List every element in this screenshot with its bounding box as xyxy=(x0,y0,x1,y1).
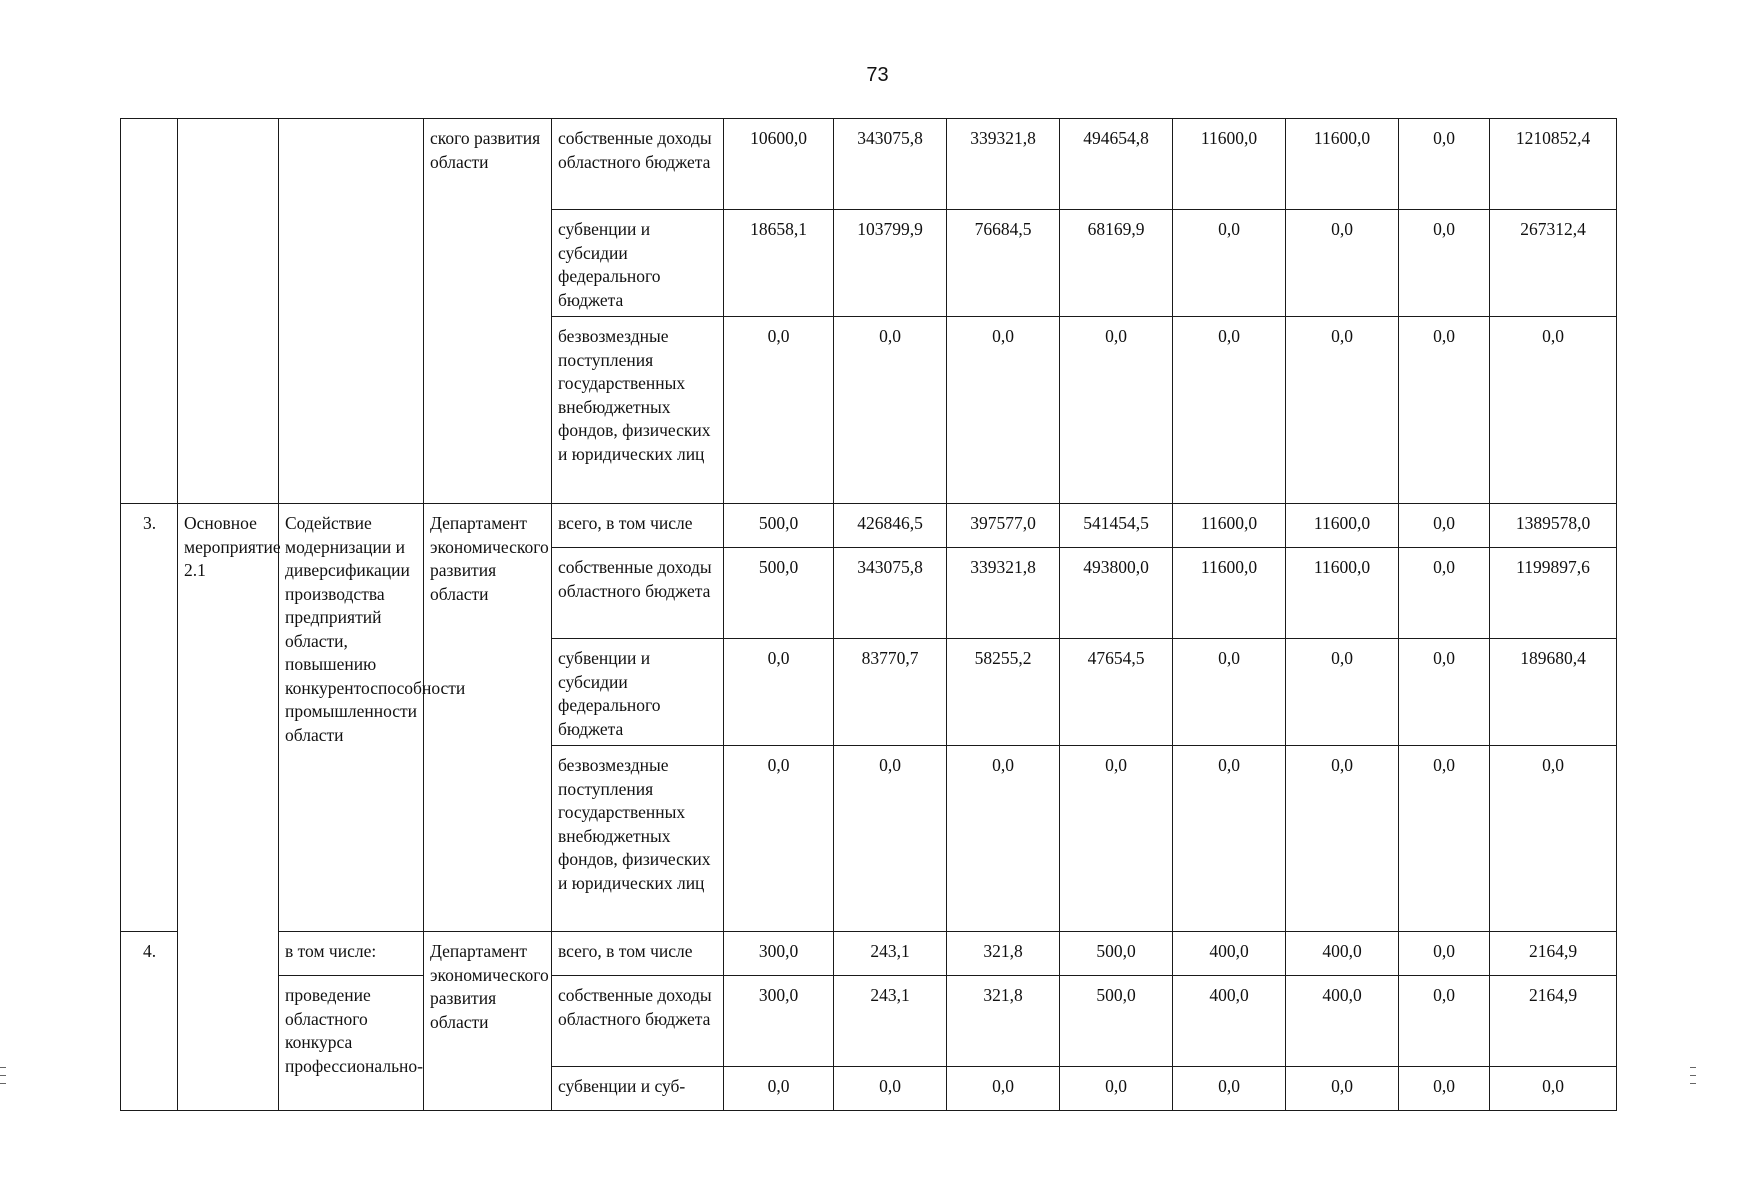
executor-cell: Департамент экономического развития области xyxy=(424,504,552,932)
value-cell: 541454,5 xyxy=(1060,504,1173,548)
source-cell: собственные доходы областного бюджета xyxy=(552,119,724,210)
value-cell: 500,0 xyxy=(1060,932,1173,976)
value-cell: 0,0 xyxy=(1060,1067,1173,1111)
value-cell: 0,0 xyxy=(1173,1067,1286,1111)
value-cell: 500,0 xyxy=(724,548,834,639)
value-cell: 58255,2 xyxy=(947,639,1060,746)
index-cell: 4. xyxy=(121,932,178,1111)
value-cell: 47654,5 xyxy=(1060,639,1173,746)
type-cell xyxy=(178,119,279,504)
value-cell: 400,0 xyxy=(1286,976,1399,1067)
value-cell: 10600,0 xyxy=(724,119,834,210)
value-cell: 267312,4 xyxy=(1490,210,1617,317)
value-cell: 0,0 xyxy=(724,746,834,932)
value-cell: 243,1 xyxy=(834,976,947,1067)
value-cell: 397577,0 xyxy=(947,504,1060,548)
value-cell: 18658,1 xyxy=(724,210,834,317)
value-cell: 343075,8 xyxy=(834,548,947,639)
value-cell: 0,0 xyxy=(1060,746,1173,932)
value-cell: 500,0 xyxy=(1060,976,1173,1067)
value-cell: 500,0 xyxy=(724,504,834,548)
value-cell: 83770,7 xyxy=(834,639,947,746)
value-cell: 0,0 xyxy=(1286,317,1399,504)
source-cell: всего, в том числе xyxy=(552,932,724,976)
source-cell: собственные доходы областного бюджета xyxy=(552,976,724,1067)
value-cell: 0,0 xyxy=(947,746,1060,932)
value-cell: 426846,5 xyxy=(834,504,947,548)
value-cell: 493800,0 xyxy=(1060,548,1173,639)
title-cell: в том числе: xyxy=(279,932,424,976)
value-cell: 0,0 xyxy=(834,317,947,504)
scan-mark xyxy=(0,1083,6,1084)
value-cell: 0,0 xyxy=(1286,1067,1399,1111)
value-cell: 0,0 xyxy=(1173,746,1286,932)
value-cell: 0,0 xyxy=(1399,317,1490,504)
value-cell: 2164,9 xyxy=(1490,932,1617,976)
value-cell: 400,0 xyxy=(1173,976,1286,1067)
index-cell xyxy=(121,119,178,504)
value-cell: 0,0 xyxy=(1399,976,1490,1067)
source-cell: субвенции и суб- xyxy=(552,1067,724,1111)
value-cell: 0,0 xyxy=(834,1067,947,1111)
page-number: 73 xyxy=(866,64,889,86)
value-cell: 0,0 xyxy=(1399,119,1490,210)
value-cell: 0,0 xyxy=(1399,1067,1490,1111)
value-cell: 0,0 xyxy=(1286,210,1399,317)
value-cell: 1199897,6 xyxy=(1490,548,1617,639)
index-cell: 3. xyxy=(121,504,178,932)
scan-mark xyxy=(0,1075,6,1076)
value-cell: 0,0 xyxy=(1399,210,1490,317)
value-cell: 321,8 xyxy=(947,976,1060,1067)
value-cell: 1389578,0 xyxy=(1490,504,1617,548)
title-cell: Содействие модернизации и диверсификации производства предприятий области, повышению конкурентоспособности промышленности области xyxy=(279,504,424,932)
title-cell: проведение областного конкурса профессионально- xyxy=(279,976,424,1111)
table-row xyxy=(121,976,1617,1067)
value-cell: 11600,0 xyxy=(1173,119,1286,210)
value-cell: 0,0 xyxy=(947,317,1060,504)
table-row xyxy=(121,932,1617,976)
value-cell: 400,0 xyxy=(1286,932,1399,976)
table-row xyxy=(121,504,1617,548)
value-cell: 0,0 xyxy=(1399,932,1490,976)
value-cell: 0,0 xyxy=(1173,639,1286,746)
value-cell: 0,0 xyxy=(1490,1067,1617,1111)
value-cell: 0,0 xyxy=(1399,504,1490,548)
value-cell: 343075,8 xyxy=(834,119,947,210)
source-cell: субвенции и субсидии федерального бюджета xyxy=(552,639,724,746)
value-cell: 0,0 xyxy=(724,1067,834,1111)
table-row xyxy=(121,119,1617,210)
type-cell: Основное мероприятие 2.1 xyxy=(178,504,279,1111)
value-cell: 189680,4 xyxy=(1490,639,1617,746)
value-cell: 0,0 xyxy=(724,317,834,504)
scan-mark xyxy=(1690,1083,1696,1084)
value-cell: 1210852,4 xyxy=(1490,119,1617,210)
value-cell: 243,1 xyxy=(834,932,947,976)
value-cell: 0,0 xyxy=(1399,746,1490,932)
source-cell: безвозмездные поступления государственных внебюджетных фондов, физических и юридических лиц xyxy=(552,746,724,932)
value-cell: 339321,8 xyxy=(947,119,1060,210)
value-cell: 0,0 xyxy=(947,1067,1060,1111)
value-cell: 11600,0 xyxy=(1173,504,1286,548)
value-cell: 400,0 xyxy=(1173,932,1286,976)
value-cell: 11600,0 xyxy=(1286,504,1399,548)
value-cell: 321,8 xyxy=(947,932,1060,976)
scan-mark xyxy=(0,1067,6,1068)
value-cell: 0,0 xyxy=(1399,548,1490,639)
value-cell: 68169,9 xyxy=(1060,210,1173,317)
value-cell: 11600,0 xyxy=(1286,119,1399,210)
value-cell: 2164,9 xyxy=(1490,976,1617,1067)
value-cell: 0,0 xyxy=(1173,210,1286,317)
title-cell xyxy=(279,119,424,504)
value-cell: 0,0 xyxy=(1490,317,1617,504)
value-cell: 0,0 xyxy=(1286,639,1399,746)
value-cell: 11600,0 xyxy=(1286,548,1399,639)
source-cell: субвенции и субсидии федерального бюджета xyxy=(552,210,724,317)
executor-cell: Департамент экономического развития области xyxy=(424,932,552,1111)
value-cell: 0,0 xyxy=(1173,317,1286,504)
scan-mark xyxy=(1690,1067,1696,1068)
value-cell: 0,0 xyxy=(1399,639,1490,746)
value-cell: 300,0 xyxy=(724,976,834,1067)
executor-cell: ского развития области xyxy=(424,119,552,504)
value-cell: 76684,5 xyxy=(947,210,1060,317)
budget-table xyxy=(120,118,1617,1111)
value-cell: 11600,0 xyxy=(1173,548,1286,639)
source-cell: собственные доходы областного бюджета xyxy=(552,548,724,639)
value-cell: 0,0 xyxy=(1490,746,1617,932)
value-cell: 0,0 xyxy=(1286,746,1399,932)
value-cell: 300,0 xyxy=(724,932,834,976)
value-cell: 0,0 xyxy=(724,639,834,746)
value-cell: 103799,9 xyxy=(834,210,947,317)
scan-mark xyxy=(1690,1075,1696,1076)
value-cell: 0,0 xyxy=(1060,317,1173,504)
value-cell: 0,0 xyxy=(834,746,947,932)
value-cell: 339321,8 xyxy=(947,548,1060,639)
source-cell: безвозмездные поступления государственных внебюджетных фондов, физических и юридических лиц xyxy=(552,317,724,504)
source-cell: всего, в том числе xyxy=(552,504,724,548)
value-cell: 494654,8 xyxy=(1060,119,1173,210)
